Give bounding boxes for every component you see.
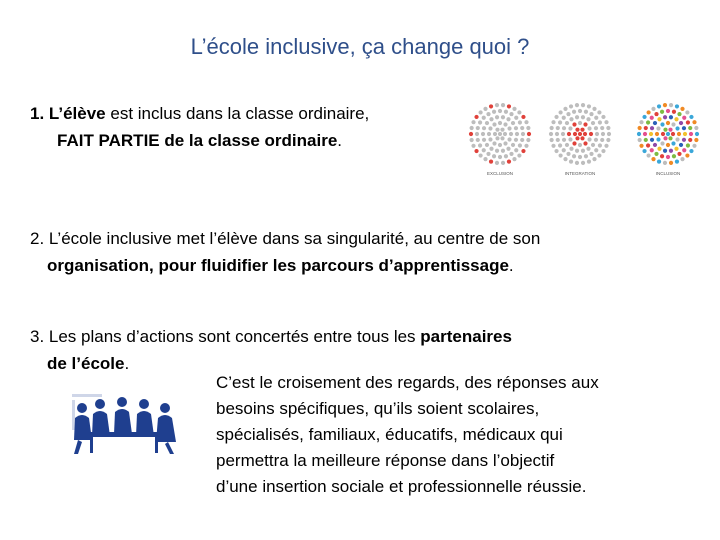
integration-label: INTEGRATION [564, 171, 596, 176]
exclusion-circle [469, 103, 531, 165]
point-2-end: . [508, 256, 514, 275]
point-3-bold-school: de l’école [47, 354, 125, 373]
inclusion-label: INCLUSION [655, 171, 681, 176]
slide-title: L’école inclusive, ça change quoi ? [190, 34, 530, 59]
point-3-end: . [124, 354, 130, 373]
exclusion-integration-inclusion-diagram [468, 94, 708, 184]
exclusion-label: EXCLUSION [486, 171, 514, 176]
inclusion-circle [637, 103, 699, 165]
point-1-text: est inclus dans la classe ordinaire, [105, 104, 370, 123]
quote-block [216, 370, 712, 500]
quote-line: permettra la meilleure réponse dans l’objectif [216, 451, 555, 470]
point-2 [30, 225, 710, 279]
meeting-people-icon [70, 388, 180, 456]
quote-line: spécialisés, familiaux, éducatifs, médicaux qui [216, 425, 563, 444]
point-1-end: . [337, 131, 343, 150]
quote-line: besoins spécifiques, qu’ils soient scolaires, [216, 399, 540, 418]
point-3-text: 3. Les plans d’actions sont concertés entre tous les [30, 327, 421, 346]
point-1-bold-student: L’élève [48, 104, 106, 123]
point-2-text: 2. L’école inclusive met l’élève dans sa singularité, au centre de son [30, 229, 541, 248]
point-3 [30, 323, 710, 377]
quote-line: d’une insertion sociale et professionnelle réussie. [216, 477, 587, 496]
point-1-bold-part: FAIT PARTIE de la classe ordinaire [57, 131, 338, 150]
integration-circle [549, 103, 611, 165]
point-2-bold: organisation, pour fluidifier les parcours d’apprentissage [47, 256, 509, 275]
point-3-bold-partners: partenaires [420, 327, 512, 346]
quote-line: C’est le croisement des regards, des réponses aux [216, 373, 599, 392]
point-1 [30, 100, 470, 154]
point-1-number: 1. [30, 104, 45, 123]
